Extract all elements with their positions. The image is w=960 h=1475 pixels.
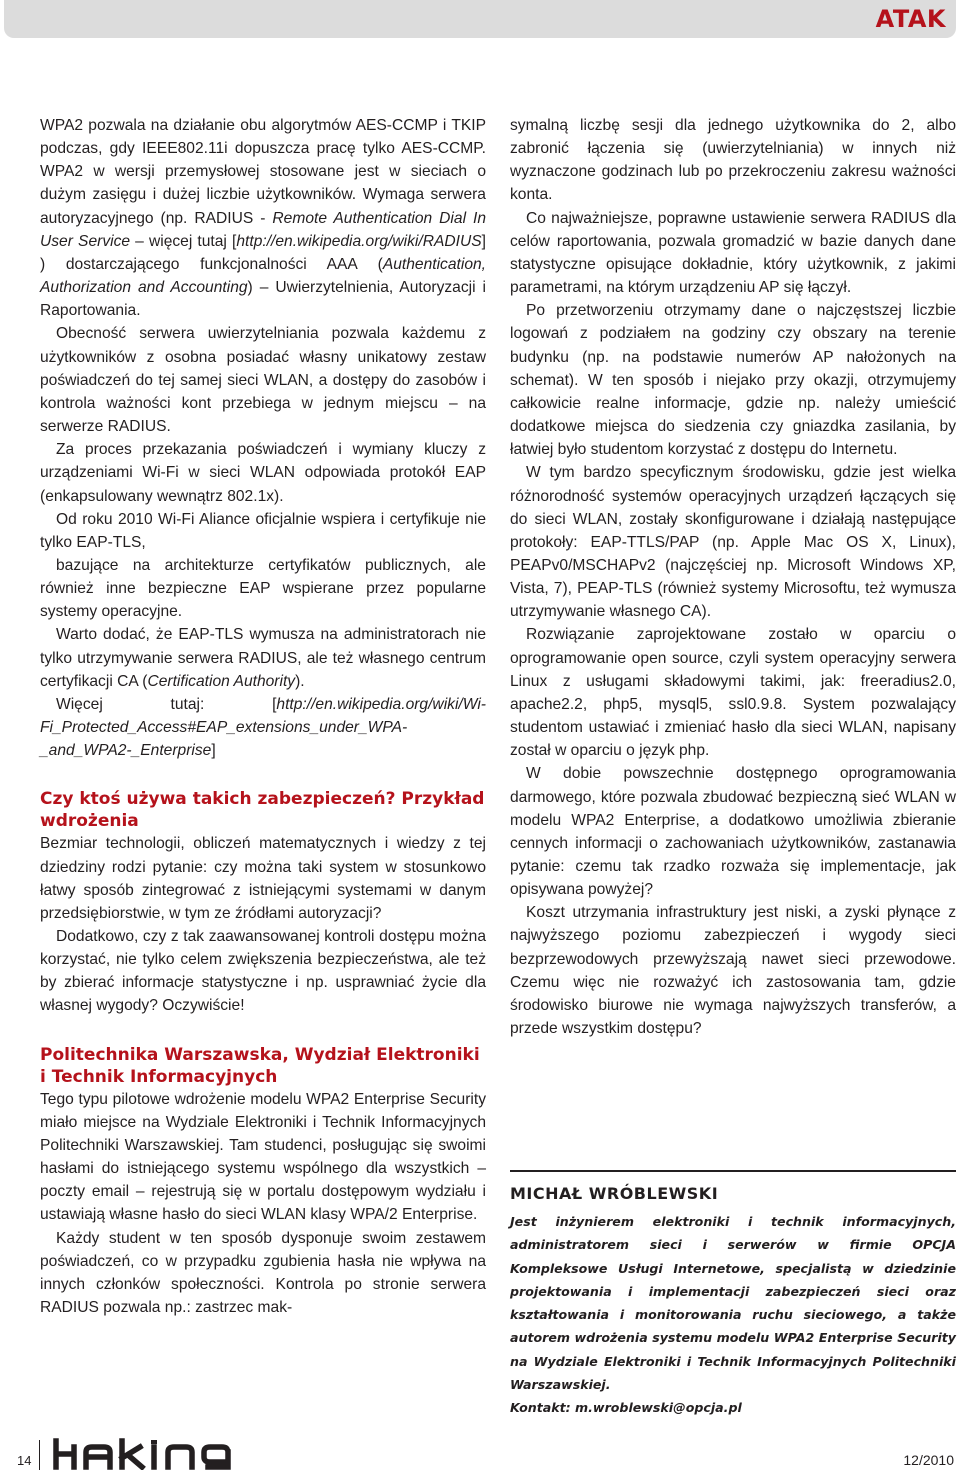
paragraph: W tym bardzo specyficznym środowisku, gdzie jest wielka różnorodność systemów operacyjnych urządzeń łączących się do sieci WLAN, zostały skonfigurowane i działają następujące protokoły: EAP-TTLS/PAP (np. Apple Mac OS X, Linux), PEAPv0/MSCHAPv2 (najczęściej np. Microsoft Windows XP, Vista, 7), PEAP-TLS (również systemy Microsoftu, też wymusza utrzymywanie własnego CA).	[510, 464, 956, 621]
author-contact: Kontakt: m.wroblewski@opcja.pl	[510, 1400, 742, 1416]
paragraph: Dodatkowo, czy z tak zaawansowanej kontroli dostępu można korzystać, nie tylko celem zwiększenia bezpieczeństwa, ale też by zbierać informacje statystyczne i np. usprawniać życie dla własnej wygody? Oczywiście!	[40, 928, 486, 1015]
article-right-column	[510, 114, 956, 1040]
paragraph: Tego typu pilotowe wdrożenie modelu WPA2 Enterprise Security miało miejsce na Wydziale Elektroniki i Technik Informacyjnych Politechniki Warszawskiej. Tam studenci, posługując się swoimi hasłami do istniejącego systemu wspólnego dla wszystkich – poczty email – rejestrują się w portalu dostępowym wydziału i ustawiają własne hasło do sieci WLAN klasy WPA/2 Enterprise.	[40, 1090, 486, 1224]
paragraph: bazujące na architekturze certyfikatów publicznych, ale również inne bezpieczne EAP wspierane przez popularne systemy operacyjne.	[40, 556, 486, 621]
section-spacer	[40, 1018, 486, 1044]
hakin9-logo	[52, 1438, 262, 1475]
paragraph: Warto dodać, że EAP-TLS wymusza na administratorach nie tylko utrzymywanie serwera RADIUS, ale też własnego centrum certyfikacji CA (Certification Authority).	[40, 626, 486, 690]
section-heading: Czy ktoś używa takich zabezpieczeń? Przykład wdrożenia	[40, 789, 485, 832]
paragraph: WPA2 pozwala na działanie obu algorytmów AES-CCMP i TKIP podczas, gdy IEEE802.11i dopuszcza pracę tylko AES-CCMP. WPA2 w wersji przemysłowej stosowane jest w sieciach o dużym zasięgu i dużej liczbie użytkowników. Wymaga serwera autoryzacyjnego (np. RADIUS - Remote Authentication Dial In User Service – więcej tutaj [http://en.wikipedia.org/wiki/RADIUS] ) dostarczającego funkcjonalności AAA (Authentication, Authorization and Accounting) – Uwierzytelnienia, Autoryzacji i Raportowania.	[40, 117, 486, 320]
author-bio-block	[510, 1210, 956, 1420]
paragraph: Za proces przekazania poświadczeń i wymiany kluczy z urządzeniami Wi-Fi w sieci WLAN odpowiada protokół EAP (enkapsulowany wewnątrz 802.1x).	[40, 441, 486, 505]
issue-number: 12/2010	[903, 1452, 954, 1468]
paragraph: Każdy student w ten sposób dysponuje swoim zestawem poświadczeń, co w przypadku zgubienia hasła nie wpływa na innych członków społeczności. Kontrola po stronie serwera RADIUS pozwala np.: zastrzec mak-	[40, 1229, 486, 1317]
paragraph: Co najważniejsze, poprawne ustawienie serwera RADIUS dla celów raportowania, pozwala gromadzić w bazie danych dane statystyczne opisujące dokładnie, który użytkownik, z jakimi parametrami, na którym urządzeniu AP się łączył.	[510, 209, 956, 297]
author-name: MICHAŁ WRÓBLEWSKI	[510, 1184, 719, 1203]
section-spacer	[40, 762, 486, 788]
paragraph: Po przetworzeniu otrzymamy dane o najczęstszej liczbie logowań z podziałem na godziny czy obszary na terenie budynku (np. na podstawie numerów AP nałożonych na schemat). W ten sposób i niejako przy okazji, otrzymujemy całkowicie realne informacje, gdzie np. należy umieścić dodatkowe miejsca do siedzenia czy gniazdka zasilania, by łatwiej było studentom korzystać z dostępu do Internetu.	[510, 302, 956, 459]
footer-divider	[39, 1440, 40, 1470]
paragraph: Obecność serwera uwierzytelniania pozwala każdemu z użytkowników z osobna posiadać własny unikatowy zestaw poświadczeń do tej samej sieci WLAN, a dostępy do zasobów i kontrola ważności kont przebiega w jednym miejscu – na serwerze RADIUS.	[40, 325, 486, 436]
paragraph: Bezmiar technologii, obliczeń matematycznych i wiedzy z tej dziedziny rodzi pytanie: czy można taki system w stosunkowo łatwy sposób zintegrować z istniejącymi systemami w danym przedsiębiorstwie, w tym ze źródłami autoryzacji?	[40, 835, 486, 922]
paragraph: Koszt utrzymania infrastruktury jest niski, a zyski płynące z najwyższego poziomu zabezpieczeń i wygody sieci bezprzewodowych przewyższają nawet sieci przewodowe. Czemu więc nie rozważyć ich zastosowania tam, gdzie środowisko biurowe nie wymaga najwyższych transferów, a przede wszystkim dostępu?	[510, 904, 956, 1038]
paragraph: Rozwiązanie zaprojektowane zostało w oparciu o oprogramowanie open source, czyli system operacyjny serwera Linux z usługami składowymi takimi, jak: freeradius2.0, apache2.2, php5, mysql5, ssl0.9.8. System pozwalający studentom ustawiać i zmieniać hasło dla sieci WLAN, napisany został w oparciu o język php.	[510, 626, 956, 760]
author-bio: Jest inżynierem elektroniki i technik informacyjnych, administratorem sieci i serwerów w firmie OPCJA Kompleksowe Usługi Internetowe, specjalistą w dziedzinie projektowania i implementacji zabezpieczeń sieci oraz kształtowania i monitorowania ruchu sieciowego, a także autorem wdrożenia systemu modelu WPA2 Enterprise Security na Wydziale Elektroniki i Technik Informacyjnych Politechniki Warszawskiej.	[510, 1214, 956, 1393]
section-header-bar	[4, 0, 956, 38]
paragraph: symalną liczbę sesji dla jednego użytkownika do 2, albo zabronić łączenia się (uwierzytelniania) w innych niż wyznaczone godzinach lub po przekroczeniu zakresu ważności konta.	[510, 117, 956, 204]
paragraph: W dobie powszechnie dostępnego oprogramowania darmowego, które pozwala zbudować bezpieczną sieć WLAN w modelu WPA2 Enterprise, a dodatkowo umożliwia zbieranie cennych informacji o zachowaniach użytkowników, zastanawia pytanie: czemu tak rzadko rozważa się implementacje, jak opisywana powyżej?	[510, 765, 956, 899]
paragraph: Od roku 2010 Wi-Fi Aliance oficjalnie wspiera i certyfikuje nie tylko EAP-TLS,	[40, 510, 486, 551]
author-divider	[510, 1170, 956, 1172]
article-left-column	[40, 114, 486, 1319]
page-number: 14	[17, 1453, 32, 1468]
section-heading: Politechnika Warszawska, Wydział Elektroniki i Technik Informacyjnych	[40, 1044, 480, 1087]
section-title: ATAK	[875, 5, 946, 33]
paragraph: Więcej tutaj: [http://en.wikipedia.org/wiki/Wi-Fi_Protected_Access#EAP_extensions_under_WPA-_and_WPA2-_Enterprise]	[40, 695, 486, 760]
